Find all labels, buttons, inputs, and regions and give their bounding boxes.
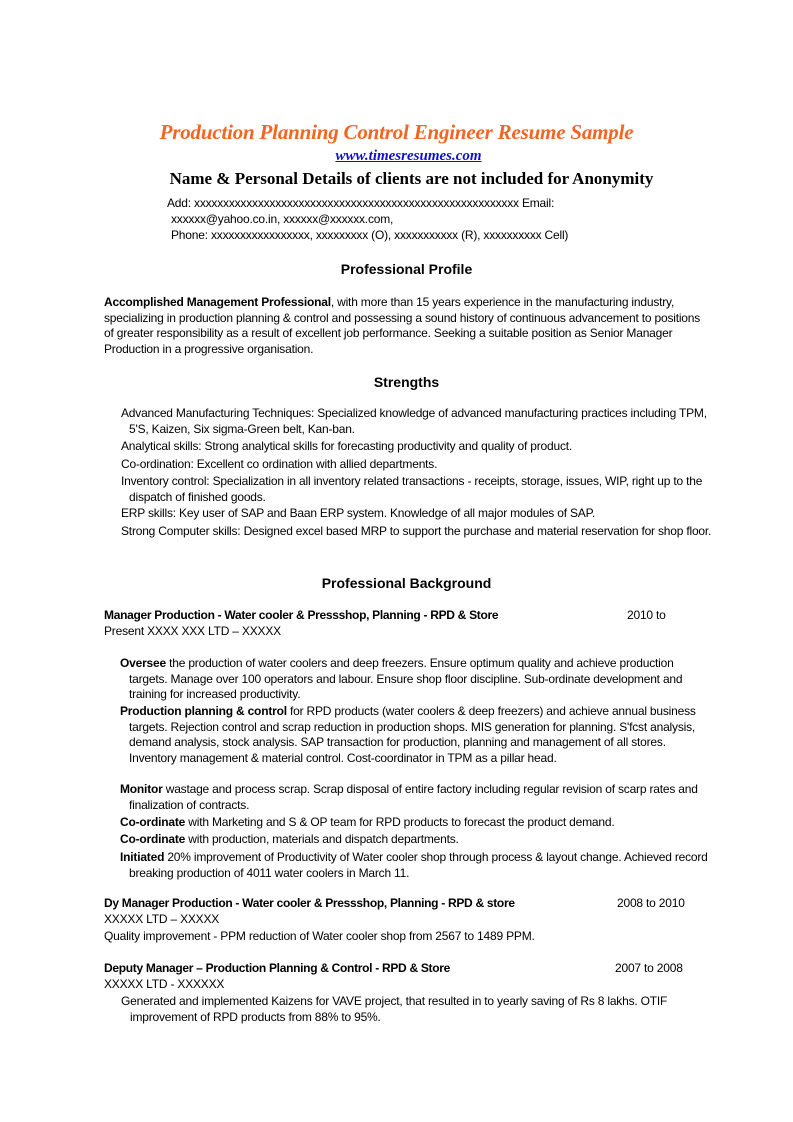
website-link[interactable]: www.timesresumes.com bbox=[335, 148, 482, 164]
duty-text: 20% improvement of Productivity of Water cooler shop through process & layout change. Achieved record breaking production of 4011 water coolers in March 11. bbox=[129, 850, 708, 880]
duty-lead: Oversee bbox=[120, 656, 166, 670]
strength-item: Strong Computer skills: Designed excel based MRP to support the purchase and material reservation for shop floor. bbox=[121, 524, 712, 538]
job-achievement: Generated and implemented Kaizens for VAVE project, that resulted in to yearly saving of Rs 8 lakhs. OTIF improvement of RPD products from 88% to 95%. bbox=[121, 994, 668, 1024]
duty-lead: Co-ordinate bbox=[120, 832, 186, 846]
strength-item: Analytical skills: Strong analytical skills for forecasting productivity and quality of product. bbox=[121, 439, 573, 453]
duty-text: with Marketing and S & OP team for RPD products to forecast the product demand. bbox=[185, 815, 615, 829]
profile-paragraph bbox=[104, 295, 704, 357]
profile-text: , with more than 15 years experience in the manufacturing industry, specializing in production planning & control and possessing a sound history of continuous advancement to positions of greater responsibility as a result of excellent job performance. Seeking a suitable position as Senior Manager Production in a progressive organisation. bbox=[104, 295, 701, 356]
duty-lead: Production planning & control bbox=[120, 704, 287, 718]
duty-text: the production of water coolers and deep freezers. Ensure optimum quality and achieve production targets. Manage over 100 operators and labour. Ensure shop floor discipline. Sub-ordinate development and training for increased productivity. bbox=[129, 656, 683, 701]
job-title: Manager Production - Water cooler & Pressshop, Planning - RPD & Store bbox=[104, 608, 499, 622]
job-dates: 2007 to 2008 bbox=[615, 961, 683, 975]
duty-item bbox=[120, 815, 715, 831]
duty-item bbox=[120, 782, 715, 813]
contact-email-line: xxxxxx@yahoo.co.in, xxxxxx@xxxxxx.com, bbox=[171, 212, 394, 226]
duty-text: for RPD products (water coolers & deep freezers) and achieve annual business targets. Rejection control and scrap reduction in production shops. MIS generation for planning. S'fcst analysis, demand analysis, stock analysis. SAP transaction for production, planning and management of all stores. Inventory management & material control. Cost-coordinator in TPM as a pillar head. bbox=[129, 704, 696, 765]
job-achievement: Quality improvement - PPM reduction of Water cooler shop from 2567 to 1489 PPM. bbox=[104, 929, 535, 943]
job-title: Dy Manager Production - Water cooler & Pressshop, Planning - RPD & store bbox=[104, 896, 515, 910]
profile-lead: Accomplished Management Professional bbox=[104, 295, 331, 309]
duty-item bbox=[120, 832, 715, 848]
duty-lead: Monitor bbox=[120, 782, 163, 796]
job-dates: 2008 to 2010 bbox=[617, 896, 685, 910]
duty-text: wastage and process scrap. Scrap disposal of entire factory including regular revision of scarp rates and finalization of contracts. bbox=[129, 782, 698, 812]
duty-item bbox=[120, 704, 715, 766]
strength-item: Inventory control: Specialization in all inventory related transactions - receipts, storage, issues, WIP, right up to the dispatch of finished goods. bbox=[121, 474, 703, 504]
background-heading: Professional Background bbox=[321, 575, 492, 591]
job-title: Deputy Manager – Production Planning & Control - RPD & Store bbox=[104, 961, 451, 975]
job-company: XXXXX LTD – XXXXX bbox=[104, 912, 220, 926]
strength-item: Co-ordination: Excellent co ordination with allied departments. bbox=[121, 457, 438, 471]
job-dates: 2010 to bbox=[627, 608, 666, 622]
duty-lead: Co-ordinate bbox=[120, 815, 186, 829]
contact-phone-line: Phone: xxxxxxxxxxxxxxxxx, xxxxxxxxx (O), xxxxxxxxxxx (R), xxxxxxxxxx Cell) bbox=[171, 228, 569, 242]
strength-item: ERP skills: Key user of SAP and Baan ERP system. Knowledge of all major modules of SAP. bbox=[121, 506, 595, 520]
strengths-heading: Strengths bbox=[373, 374, 440, 390]
job-company: Present XXXX XXX LTD – XXXXX bbox=[104, 624, 281, 638]
profile-heading: Professional Profile bbox=[340, 261, 473, 277]
strength-item: Advanced Manufacturing Techniques: Specialized knowledge of advanced manufacturing practices including TPM, 5'S, Kaizen, Six sigma-Green belt, Kan-ban. bbox=[121, 406, 707, 436]
document-title: Production Planning Control Engineer Resume Sample bbox=[159, 120, 634, 144]
contact-address-line: Add: xxxxxxxxxxxxxxxxxxxxxxxxxxxxxxxxxxxxxxxxxxxxxxxxxxxxxxxx Email: bbox=[167, 196, 555, 210]
duty-lead: Initiated bbox=[120, 850, 165, 864]
job-company: XXXXX LTD - XXXXXX bbox=[104, 977, 225, 991]
duty-item bbox=[120, 850, 715, 881]
duty-text: with production, materials and dispatch departments. bbox=[185, 832, 459, 846]
anonymity-note: Name & Personal Details of clients are not included for Anonymity bbox=[169, 169, 654, 188]
duty-item bbox=[120, 656, 715, 703]
